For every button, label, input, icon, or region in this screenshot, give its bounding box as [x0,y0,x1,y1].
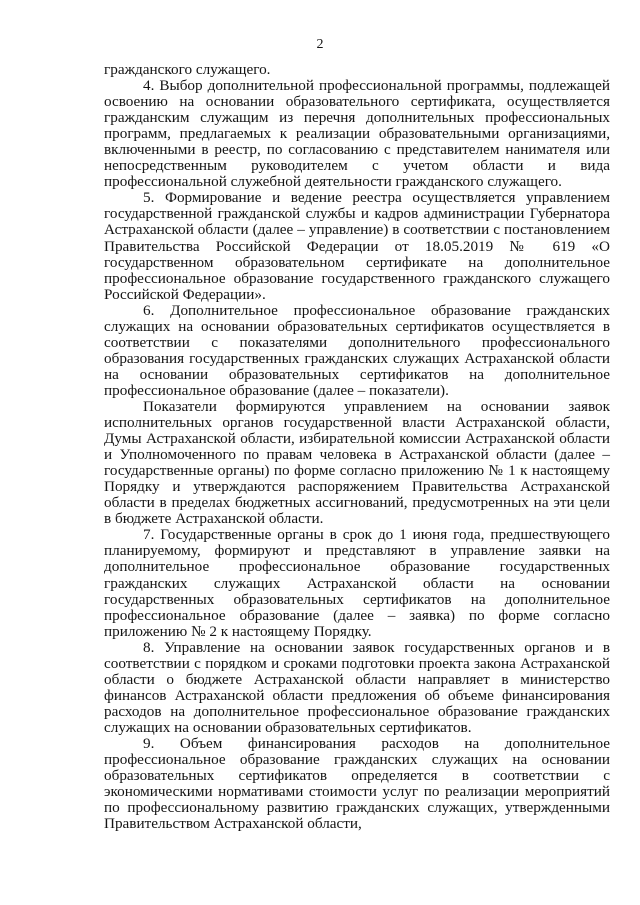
document-body [104,62,610,832]
paragraph-item-8: 8. Управление на основании заявок государственных органов и в соответствии с порядком и сроками подготовки проекта закона Астраханской области о бюджете Астраханской области направляет в министерство финансов Астраханской области предложения об объеме финансирования расходов на дополнительное профессиональное образование гражданских служащих на основании образовательных сертификатов. [104,638,610,736]
paragraph-item-5: 5. Формирование и ведение реестра осуществляется управлением государственной гражданской службы и кадров администрации Губернатора Астраханской области (далее – управление) в соответствии с постановлением Правительства Российской Федерации от 18.05.2019 № 619 «О государственном образовательном сертификате на дополнительное профессиональное образование государственного гражданского служащего Российской Федерации». [104,189,610,303]
paragraph-continuation: гражданского служащего. [104,61,271,78]
paragraph-item-6: 6. Дополнительное профессиональное образование гражданских служащих на основании образовательных сертификатов осуществляется в соответствии с показателями дополнительного профессионального образования государственных гражданских служащих Астраханской области на основании образовательных сертификатов на дополнительное профессиональное образование (далее – показатели). [104,301,610,399]
paragraph-item-4: 4. Выбор дополнительной профессиональной программы, подлежащей освоению на основании образовательного сертификата, осуществляется гражданским служащим из перечня дополнительных профессиональных программ, предлагаемых к реализации образовательными организациями, включенными в реестр, по согласованию с представителем нанимателя или непосредственным руководителем с учетом области и вида профессиональной служебной деятельности гражданского служащего. [104,77,610,191]
page-number: 2 [316,37,324,52]
paragraph-item-7: 7. Государственные органы в срок до 1 июня года, предшествующего планируемому, формируют и представляют в управление заявки на дополнительное профессиональное образование государственных гражданских служащих Астраханской области на основании государственных образовательных сертификатов на дополнительное профессиональное образование (далее – заявка) по форме согласно приложению № 2 к настоящему Порядку. [104,526,610,640]
paragraph-item-9: 9. Объем финансирования расходов на дополнительное профессиональное образование гражданских служащих на основании образовательных сертификатов определяется в соответствии с экономическими нормативами стоимости услуг по реализации мероприятий по профессиональному развитию гражданских служащих, утвержденными Правительством Астраханской области, [104,734,610,833]
paragraph-indicators: Показатели формируются управлением на основании заявок исполнительных органов государственной власти Астраханской области, Думы Астраханской области, избирательной комиссии Астраханской области и Уполномоченного по правам человека в Астраханской области (далее – государственные органы) по форме согласно приложению № 1 к настоящему Порядку и утверждаются распоряжением Правительства Астраханской области в пределах бюджетных ассигнований, предусмотренных на эти цели в бюджете Астраханской области. [104,397,610,528]
